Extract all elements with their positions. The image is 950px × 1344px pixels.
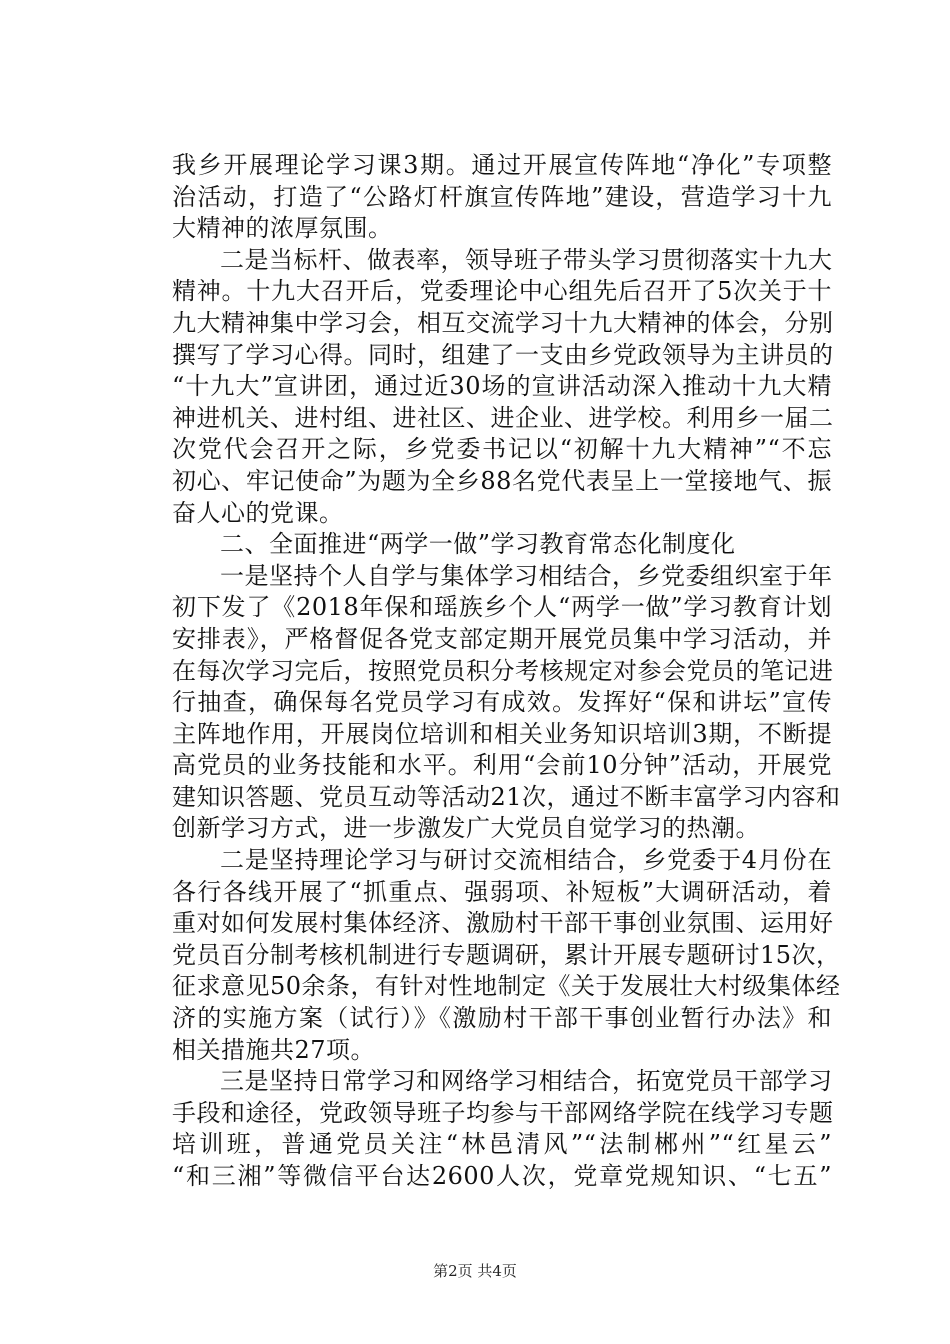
- text-line: 精神。十九大召开后，党委理论中心组先后召开了5次关于十: [172, 277, 832, 306]
- text-line: 三是坚持日常学习和网络学习相结合，拓宽党员干部学习: [220, 1067, 833, 1096]
- text-line: 撰写了学习心得。同时，组建了一支由乡党政领导为主讲员的: [172, 340, 834, 369]
- text-line: “十九大”宣讲团，通过近30场的宣讲活动深入推动十九大精: [172, 372, 832, 401]
- text-line: 大精神的浓厚氛围。: [172, 214, 393, 243]
- text-line: 二、全面推进“两学一做”学习教育常态化制度化: [220, 530, 736, 559]
- text-line: 奋人心的党课。: [172, 498, 344, 527]
- text-line: 在每次学习完后，按照党员积分考核规定对参会党员的笔记进: [172, 656, 834, 685]
- text-line: 神进机关、进村组、进社区、进企业、进学校。利用乡一届二: [172, 403, 834, 432]
- text-line: 初心、牢记使命”为题为全乡88名党代表呈上一堂接地气、振: [172, 466, 832, 495]
- text-line: “和三湘”等微信平台达2600人次，党章党规知识、“七五”: [172, 1162, 832, 1190]
- text-line: 九大精神集中学习会，相互交流学习十九大精神的体会，分别: [172, 308, 834, 337]
- text-line: 济的实施方案（试行）》《激励村干部干事创业暂行办法》和: [172, 1004, 832, 1033]
- text-line: 我乡开展理论学习课3期。通过开展宣传阵地“净化”专项整: [172, 151, 832, 179]
- page-number-footer: 第2页 共4页: [433, 1262, 517, 1280]
- document-body: [172, 150, 841, 1193]
- text-line: 治活动，打造了“公路灯杆旗宣传阵地”建设，营造学习十九: [172, 182, 832, 211]
- text-line: 创新学习方式，进一步激发广大党员自觉学习的热潮。: [172, 814, 760, 843]
- text-line: 次党代会召开之际，乡党委书记以“初解十九大精神”“不忘: [172, 435, 832, 464]
- text-line: 一是坚持个人自学与集体学习相结合，乡党委组织室于年: [220, 561, 833, 590]
- text-line: 重对如何发展村集体经济、激励村干部干事创业氛围、运用好: [172, 909, 834, 938]
- text-line: 二是当标杆、做表率，领导班子带头学习贯彻落实十九大: [220, 245, 833, 274]
- text-line: 安排表》，严格督促各党支部定期开展党员集中学习活动，并: [172, 624, 832, 653]
- text-line: 行抽查，确保每名党员学习有成效。发挥好“保和讲坛”宣传: [172, 688, 832, 717]
- text-line: 党员百分制考核机制进行专题调研，累计开展专题研讨15次，: [172, 940, 841, 969]
- text-line: 相关措施共27项。: [172, 1035, 376, 1064]
- text-line: 手段和途径，党政领导班子均参与干部网络学院在线学习专题: [172, 1098, 834, 1127]
- text-line: 建知识答题、党员互动等活动21次，通过不断丰富学习内容和: [172, 782, 841, 811]
- text-line: 主阵地作用，开展岗位培训和相关业务知识培训3期，不断提: [172, 719, 832, 748]
- text-line: 各行各线开展了“抓重点、强弱项、补短板”大调研活动，着: [172, 877, 832, 906]
- text-line: 初下发了《2018年保和瑶族乡个人“两学一做”学习教育计划: [172, 593, 832, 622]
- text-line: 培训班，普通党员关注“林邑清风”“法制郴州”“红星云”: [172, 1130, 832, 1159]
- text-line: 二是坚持理论学习与研讨交流相结合，乡党委于4月份在: [220, 846, 832, 875]
- text-line: 征求意见50余条，有针对性地制定《关于发展壮大村级集体经: [172, 972, 841, 1001]
- text-line: 高党员的业务技能和水平。利用“会前10分钟”活动，开展党: [172, 751, 832, 780]
